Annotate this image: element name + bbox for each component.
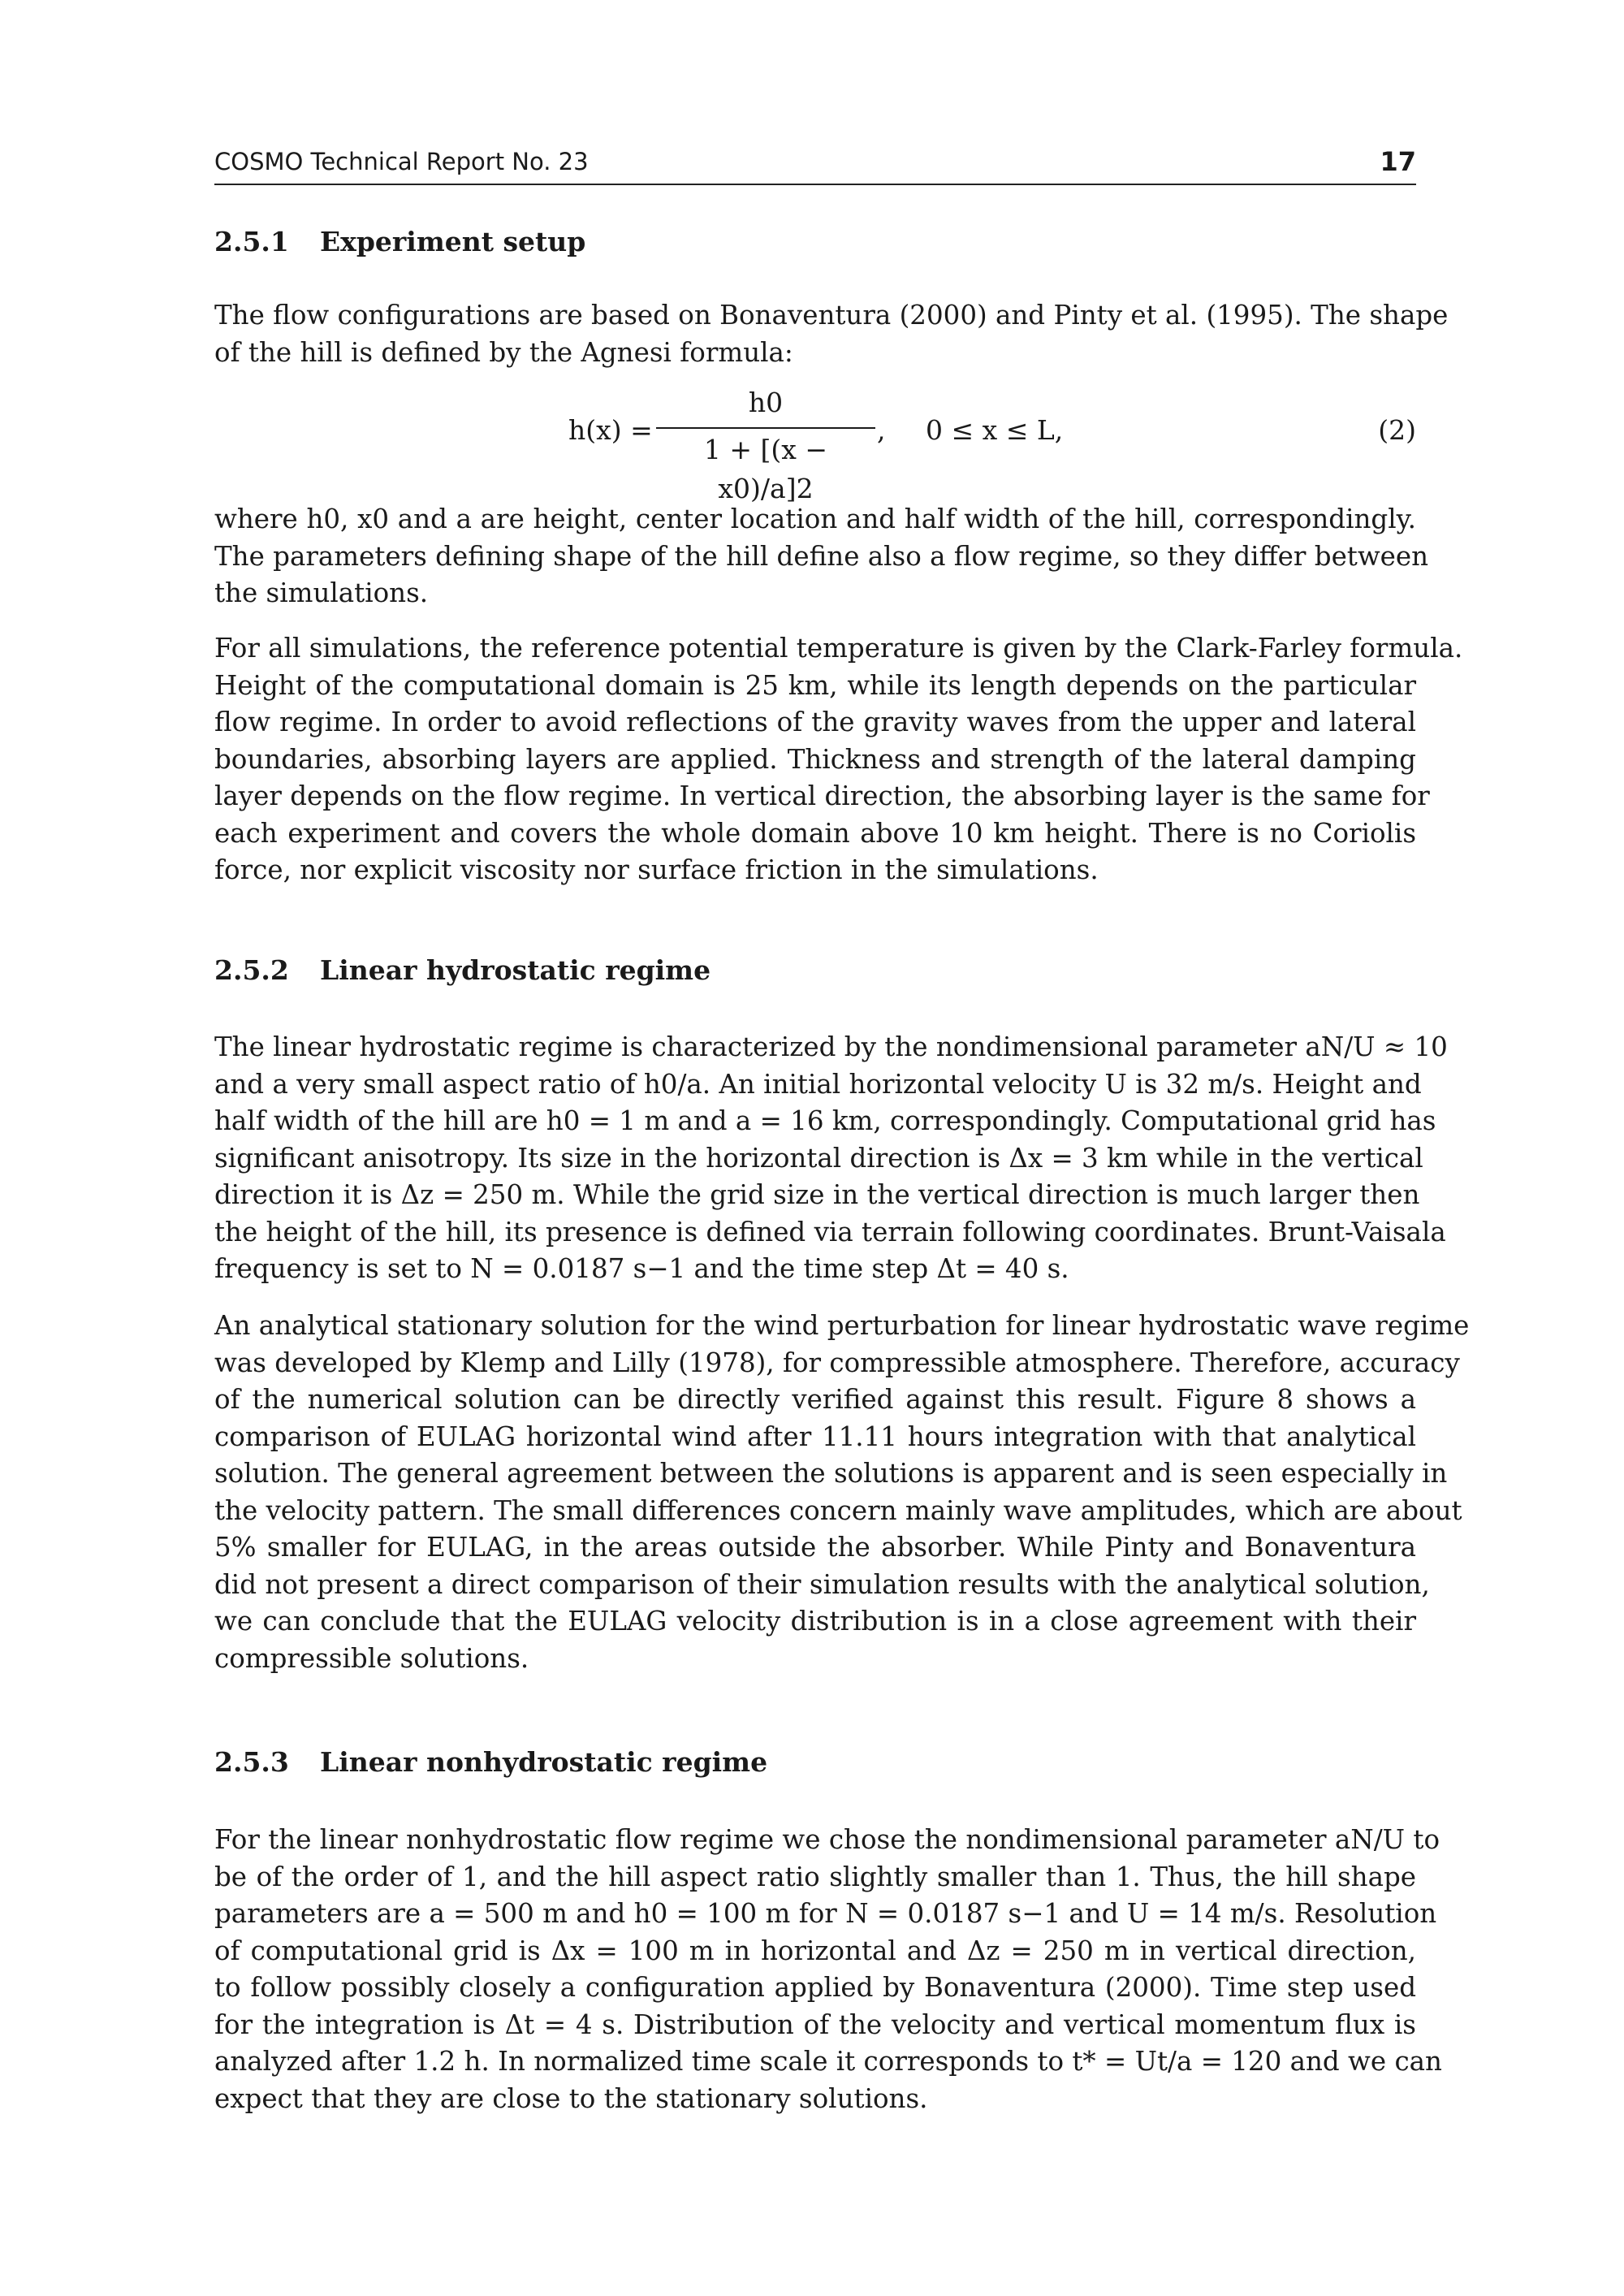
text-line: An analytical stationary solution for the wind perturbation for linear hydrostatic wave regime	[214, 1310, 1470, 1341]
equation-lhs: h(x) =	[568, 414, 653, 446]
text-line: half width of the hill are h0 = 1 m and a = 16 km, correspondingly. Computational grid has	[214, 1105, 1436, 1136]
text-line: be of the order of 1, and the hill aspect ratio slightly smaller than 1. Thus, the hill shape	[214, 1861, 1416, 1892]
text-line: we can conclude that the EULAG velocity distribution is in a close agreement with their	[214, 1606, 1416, 1637]
paragraph-5	[214, 1308, 1470, 1677]
section-number: 2.5.1	[214, 226, 289, 257]
paragraph-1	[214, 297, 1449, 371]
text-line: of computational grid is Δx = 100 m in horizontal and Δz = 250 m in vertical direction,	[214, 1935, 1416, 1966]
text-line: to follow possibly closely a configuration applied by Bonaventura (2000). Time step used	[214, 1972, 1416, 2003]
text-line: did not present a direct comparison of their simulation results with the analytical solution,	[214, 1568, 1430, 1600]
text-line: parameters are a = 500 m and h0 = 100 m for N = 0.0187 s−1 and U = 14 m/s. Resolution	[214, 1898, 1437, 1929]
text-line: each experiment and covers the whole domain above 10 km height. There is no Coriolis	[214, 817, 1416, 849]
section-title: Linear nonhydrostatic regime	[320, 1746, 768, 1778]
text-line: analyzed after 1.2 h. In normalized time scale it corresponds to t* = Ut/a = 120 and we can	[214, 2046, 1442, 2077]
section-heading-2-5-2	[214, 954, 710, 986]
text-line: The flow configurations are based on Bonaventura (2000) and Pinty et al. (1995). The shape	[214, 300, 1449, 331]
equation-condition: 0 ≤ x ≤ L,	[926, 414, 1064, 446]
text-line: was developed by Klemp and Lilly (1978), for compressible atmosphere. Therefore, accuracy	[214, 1347, 1460, 1378]
text-line: for the integration is Δt = 4 s. Distribution of the velocity and vertical momentum flux is	[214, 2008, 1416, 2040]
page-header	[214, 143, 1416, 185]
page-number: 17	[1380, 146, 1416, 177]
section-number: 2.5.2	[214, 954, 289, 986]
text-line: frequency is set to N = 0.0187 s−1 and the time step Δt = 40 s.	[214, 1253, 1069, 1284]
fraction-bar	[656, 427, 875, 429]
text-line: compressible solutions.	[214, 1642, 529, 1674]
text-line: layer depends on the flow regime. In vertical direction, the absorbing layer is the same for	[214, 780, 1430, 811]
text-line: For the linear nonhydrostatic flow regime we chose the nondimensional parameter aN/U to	[214, 1824, 1440, 1855]
text-line: and a very small aspect ratio of h0/a. An initial horizontal velocity U is 32 m/s. Height and	[214, 1068, 1422, 1100]
text-line: direction it is Δz = 250 m. While the grid size in the vertical direction is much larger then	[214, 1179, 1420, 1210]
text-line: Height of the computational domain is 25 km, while its length depends on the particular	[214, 669, 1416, 701]
text-line: significant anisotropy. Its size in the horizontal direction is Δx = 3 km while in the vertical	[214, 1142, 1423, 1174]
section-title: Experiment setup	[320, 226, 586, 257]
section-heading-2-5-3	[214, 1746, 767, 1778]
text-line: expect that they are close to the stationary solutions.	[214, 2082, 928, 2114]
paragraph-4	[214, 1029, 1448, 1288]
fraction-denominator: 1 + [(x − x0)/a]2	[703, 434, 828, 504]
equation-comma: ,	[877, 414, 886, 446]
paragraph-6	[214, 1822, 1442, 2117]
equation-fraction	[656, 382, 875, 504]
text-line: boundaries, absorbing layers are applied. Thickness and strength of the lateral damping	[214, 743, 1416, 775]
text-line: where h0, x0 and a are height, center location and half width of the hill, correspondingly.	[214, 504, 1416, 534]
text-line: For all simulations, the reference potential temperature is given by the Clark-Farley formula.	[214, 633, 1463, 664]
section-title: Linear hydrostatic regime	[320, 954, 711, 986]
section-heading-2-5-1	[214, 226, 585, 257]
text-line: the velocity pattern. The small differences concern mainly wave amplitudes, which are about	[214, 1494, 1462, 1526]
text-line: comparison of EULAG horizontal wind after 11.11 hours integration with that analytical	[214, 1420, 1416, 1452]
text-line: The linear hydrostatic regime is characterized by the nondimensional parameter aN/U ≈ 10	[214, 1031, 1448, 1062]
equation-2	[0, 382, 1624, 504]
equation-number: (2)	[1378, 414, 1416, 446]
text-line: The parameters defining shape of the hill define also a flow regime, so they differ between	[214, 540, 1429, 572]
text-line: solution. The general agreement between the solutions is apparent and is seen especially in	[214, 1458, 1448, 1489]
fraction-numerator: h0	[748, 387, 784, 418]
text-line: flow regime. In order to avoid reflections of the gravity waves from the upper and lateral	[214, 707, 1416, 737]
paragraph-3	[214, 630, 1463, 889]
section-number: 2.5.3	[214, 1746, 289, 1778]
running-title: COSMO Technical Report No. 23	[214, 148, 589, 175]
text-line: 5% smaller for EULAG, in the areas outside the absorber. While Pinty and Bonaventura	[214, 1532, 1416, 1563]
text-line: the simulations.	[214, 577, 429, 608]
text-line: of the numerical solution can be directly verified against this result. Figure 8 shows a	[214, 1384, 1416, 1415]
text-line: the height of the hill, its presence is defined via terrain following coordinates. Brunt-Vaisala	[214, 1216, 1446, 1247]
text-line: force, nor explicit viscosity nor surface friction in the simulations.	[214, 854, 1099, 885]
paragraph-2	[214, 501, 1429, 612]
text-line: of the hill is defined by the Agnesi formula:	[214, 336, 793, 368]
